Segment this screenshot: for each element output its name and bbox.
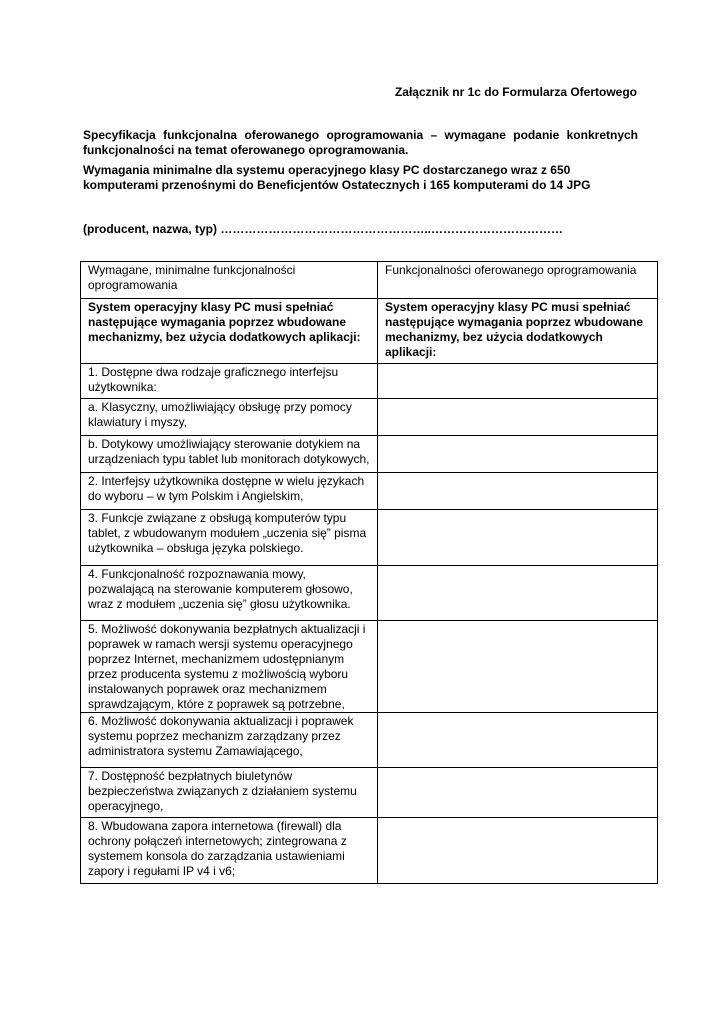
offered-cell [378, 621, 658, 713]
intro-required: System operacyjny klasy PC musi spełniać następujące wymagania poprzez wbudowane mechanizmy, bez użycia dodatkowych aplikacji: [81, 299, 378, 364]
table-row [81, 473, 658, 510]
table-row [81, 436, 658, 473]
specification-heading: Specyfikacja funkcjonalna oferowanego oprogramowania – wymagane podanie konkretnych funkcjonalności na temat oferowanego oprogramowania. [83, 128, 638, 157]
offered-cell [378, 510, 658, 566]
header-offered: Funkcjonalności oferowanego oprogramowania [378, 262, 658, 299]
table-row [81, 510, 658, 566]
required-cell: 3. Funkcje związane z obsługą komputerów typu tablet, z wbudowanym modułem „uczenia się” pisma użytkownika – obsługa języka polskiego. [81, 510, 378, 566]
table-intro-row [81, 299, 658, 364]
intro-offered: System operacyjny klasy PC musi spełniać następujące wymagania poprzez wbudowane mechanizmy, bez użycia dodatkowych aplikacji: [378, 299, 658, 364]
required-cell: a. Klasyczny, umożliwiający obsługę przy pomocy klawiatury i myszy, [81, 399, 378, 436]
required-cell: b. Dotykowy umożliwiający sterowanie dotykiem na urządzeniach typu tablet lub monitorach dotykowych, [81, 436, 378, 473]
requirements-heading: Wymagania minimalne dla systemu operacyjnego klasy PC dostarczanego wraz z 650 komputerami przenośnymi do Beneficjentów Ostatecznych i 165 komputerami do 14 JPG [83, 163, 591, 192]
required-cell: 7. Dostępność bezpłatnych biuletynów bezpieczeństwa związanych z działaniem systemu operacyjnego, [81, 768, 378, 818]
required-cell: 8. Wbudowana zapora internetowa (firewall) dla ochrony połączeń internetowych; zintegrowana z systemem konsola do zarządzania ustawieniami zapory i regułami IP v4 i v6; [81, 818, 378, 884]
table-row [81, 566, 658, 621]
offered-cell [378, 818, 658, 884]
specification-table [80, 261, 658, 884]
required-cell: 5. Możliwość dokonywania bezpłatnych aktualizacji i poprawek w ramach wersji systemu operacyjnego poprzez Internet, mechanizmem udostępnianym przez producenta systemu z możliwością wyboru instalowanych poprawek oraz mechanizmem sprawdzającym, które z poprawek są potrzebne, [81, 621, 378, 713]
offered-cell [378, 399, 658, 436]
table-header-row [81, 262, 658, 299]
table-row [81, 399, 658, 436]
required-cell: 4. Funkcjonalność rozpoznawania mowy, pozwalającą na sterowanie komputerem głosowo, wraz z modułem „uczenia się” głosu użytkownika. [81, 566, 378, 621]
offered-cell [378, 364, 658, 399]
required-cell: 2. Interfejsy użytkownika dostępne w wielu językach do wyboru – w tym Polskim i Angielskim, [81, 473, 378, 510]
required-cell: 1. Dostępne dwa rodzaje graficznego interfejsu użytkownika: [81, 364, 378, 399]
table-row [81, 768, 658, 818]
offered-cell [378, 566, 658, 621]
required-cell: 6. Możliwość dokonywania aktualizacji i poprawek systemu poprzez mechanizm zarządzany przez administratora systemu Zamawiającego, [81, 713, 378, 768]
header-required: Wymagane, minimalne funkcjonalności oprogramowania [81, 262, 378, 299]
offered-cell [378, 713, 658, 768]
table-row [81, 713, 658, 768]
table-row [81, 621, 658, 713]
producer-line: (producent, nazwa, typ) ……………………………………………..…………………………… [83, 222, 564, 236]
table-row [81, 818, 658, 884]
offered-cell [378, 473, 658, 510]
offered-cell [378, 436, 658, 473]
offered-cell [378, 768, 658, 818]
table-row [81, 364, 658, 399]
annex-title: Załącznik nr 1c do Formularza Ofertowego [394, 85, 637, 99]
